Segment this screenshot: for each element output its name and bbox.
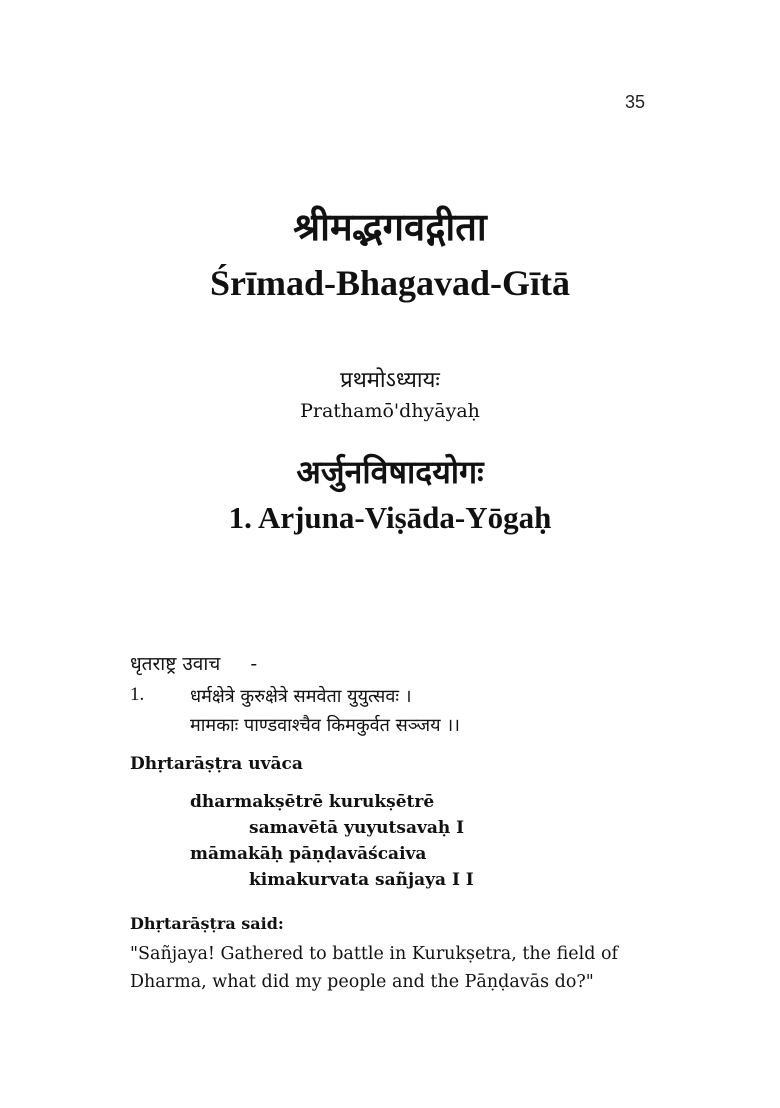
page-number: 35 — [624, 92, 646, 112]
transliteration-line-1: dharmakṣētrē kurukṣētrē — [190, 792, 435, 812]
book-title-devanagari: श्रीमद्भगवद्गीता — [293, 205, 487, 249]
speaker-dash: - — [250, 653, 258, 675]
transliteration-line-2: samavētā yuyutsavaḥ I — [249, 818, 465, 838]
transliteration-line-4: kimakurvata sañjaya I I — [249, 870, 474, 890]
chapter-title-roman: 1. Arjuna-Viṣāda-Yōgaḥ — [228, 500, 552, 535]
translation-text: "Sañjaya! Gathered to battle in Kurukṣetra, the field of Dharma, what did my people and the Pāṇḍavās do?" — [130, 944, 618, 992]
verse-devanagari-line-1: धर्मक्षेत्रे कुरुक्षेत्रे समवेता युयुत्सवः । — [190, 686, 412, 707]
book-title-roman: Śrīmad-Bhagavad-Gītā — [209, 263, 571, 303]
translation-heading: Dhṛtarāṣṭra said: — [130, 914, 284, 933]
speaker-devanagari — [130, 650, 257, 676]
transliteration-line-3: māmakāḥ pāṇḍavāścaiva — [190, 844, 427, 864]
chapter-label-roman: Prathamō'dhyāyaḥ — [300, 400, 480, 422]
chapter-title-devanagari: अर्जुनविषादयोगः — [296, 453, 484, 491]
chapter-label-devanagari: प्रथमोऽध्यायः — [340, 368, 440, 393]
verse-number: 1. — [130, 684, 145, 705]
speaker-devanagari-text: धृतराष्ट्र उवाच — [130, 653, 221, 675]
verse-devanagari-line-2: मामकाः पाण्डवाश्चैव किमकुर्वत सञ्जय ।। — [190, 715, 460, 736]
speaker-roman: Dhṛtarāṣṭra uvāca — [130, 754, 303, 774]
